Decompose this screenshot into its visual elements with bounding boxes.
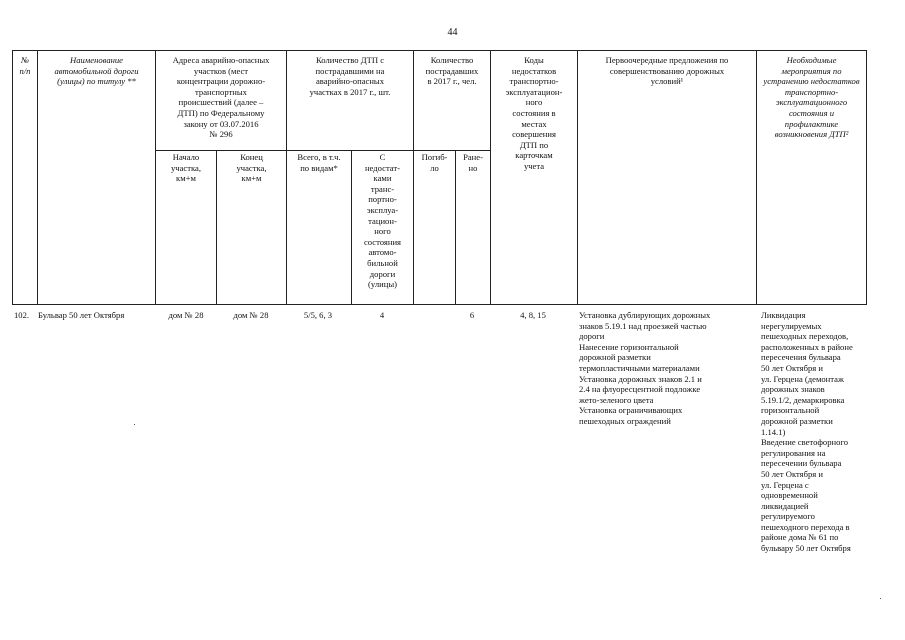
row-end: дом № 28 bbox=[233, 310, 269, 320]
divider bbox=[577, 51, 578, 304]
row-defects: 4 bbox=[379, 310, 385, 320]
row-start: дом № 28 bbox=[168, 310, 204, 320]
row-measures: Ликвидация нерегулируемых пешеходных переходов, расположенных в районе пересечения бульвара 50 лет Октября и ул. Герцена (демонтаж дорожных знаков 5.19.1/2, демаркировка горизонтальной дорожной разметки 1.14.1) Введение светофорного регулирования на пересечении бульвара 50 лет Октября и ул. Герцена с одновременной ликвидацией регулируемого пешеходного перехода в районе дома № 61 по бульвару 50 лет Октября bbox=[761, 310, 853, 554]
header-col-end: Конец участка, км+м bbox=[236, 152, 267, 184]
row-number: 102. bbox=[14, 310, 30, 320]
divider bbox=[413, 51, 414, 304]
divider bbox=[286, 150, 413, 151]
header-col-road: Наименование автомобильной дороги (улицы) по титулу ** bbox=[54, 55, 139, 87]
row-codes: 4, 8, 15 bbox=[520, 310, 546, 320]
header-col-victims: Количество пострадавших в 2017 г., чел. bbox=[425, 55, 479, 87]
page-number: 44 bbox=[447, 27, 458, 38]
header-col-injured: Ране- но bbox=[463, 152, 483, 173]
header-col-total: Всего, в т.ч. по видам* bbox=[297, 152, 341, 173]
row-proposals: Установка дублирующих дорожных знаков 5.19.1 над проезжей частью дороги Нанесение горизонтальной дорожной разметки термопластичными материалами Установка дорожных знаков 2.1 и 2.4 на флуоресцентной подложке жето-зеленого цвета Установка ограничивающих пешеходных ограждений bbox=[579, 310, 711, 426]
header-col-accidents: Количество ДТП с пострадавшими на аварийно-опасных участках в 2017 г., шт. bbox=[309, 55, 391, 97]
row-injured: 6 bbox=[469, 310, 475, 320]
divider bbox=[413, 150, 490, 151]
header-col-defects: С недостат- ками транс- портно- эксплуа- тацион- ного состояния автомо- бильной дороги (улицы) bbox=[363, 152, 402, 290]
scan-speck bbox=[880, 598, 881, 599]
header-col-start: Начало участка, км+м bbox=[170, 152, 201, 184]
header-col-measures: Необходимые мероприятия по устранению недостатков транспортно- эксплуатационного состояния и профилактике возникновения ДТП² bbox=[763, 55, 860, 140]
scan-speck bbox=[134, 424, 135, 425]
divider bbox=[37, 51, 38, 304]
header-col-number: № п/п bbox=[19, 55, 31, 76]
header-col-codes: Коды недостатков транспортно- эксплуатацион- ного состояния в местах совершения ДТП по карточкам учета bbox=[505, 55, 563, 171]
divider bbox=[155, 150, 286, 151]
table-header bbox=[12, 50, 867, 305]
header-col-addresses: Адреса аварийно-опасных участков (мест концентрации дорожно- транспортных происшествий (далее – ДТП) по Федеральному закону от 03.07.2016 № 296 bbox=[172, 55, 270, 140]
header-col-killed: Погиб- ло bbox=[421, 152, 448, 173]
header-col-proposals: Первоочередные предложения по совершенствованию дорожных условий¹ bbox=[605, 55, 729, 87]
row-total: 5/5, 6, 3 bbox=[303, 310, 333, 320]
row-road-name: Бульвар 50 лет Октября bbox=[38, 310, 125, 320]
